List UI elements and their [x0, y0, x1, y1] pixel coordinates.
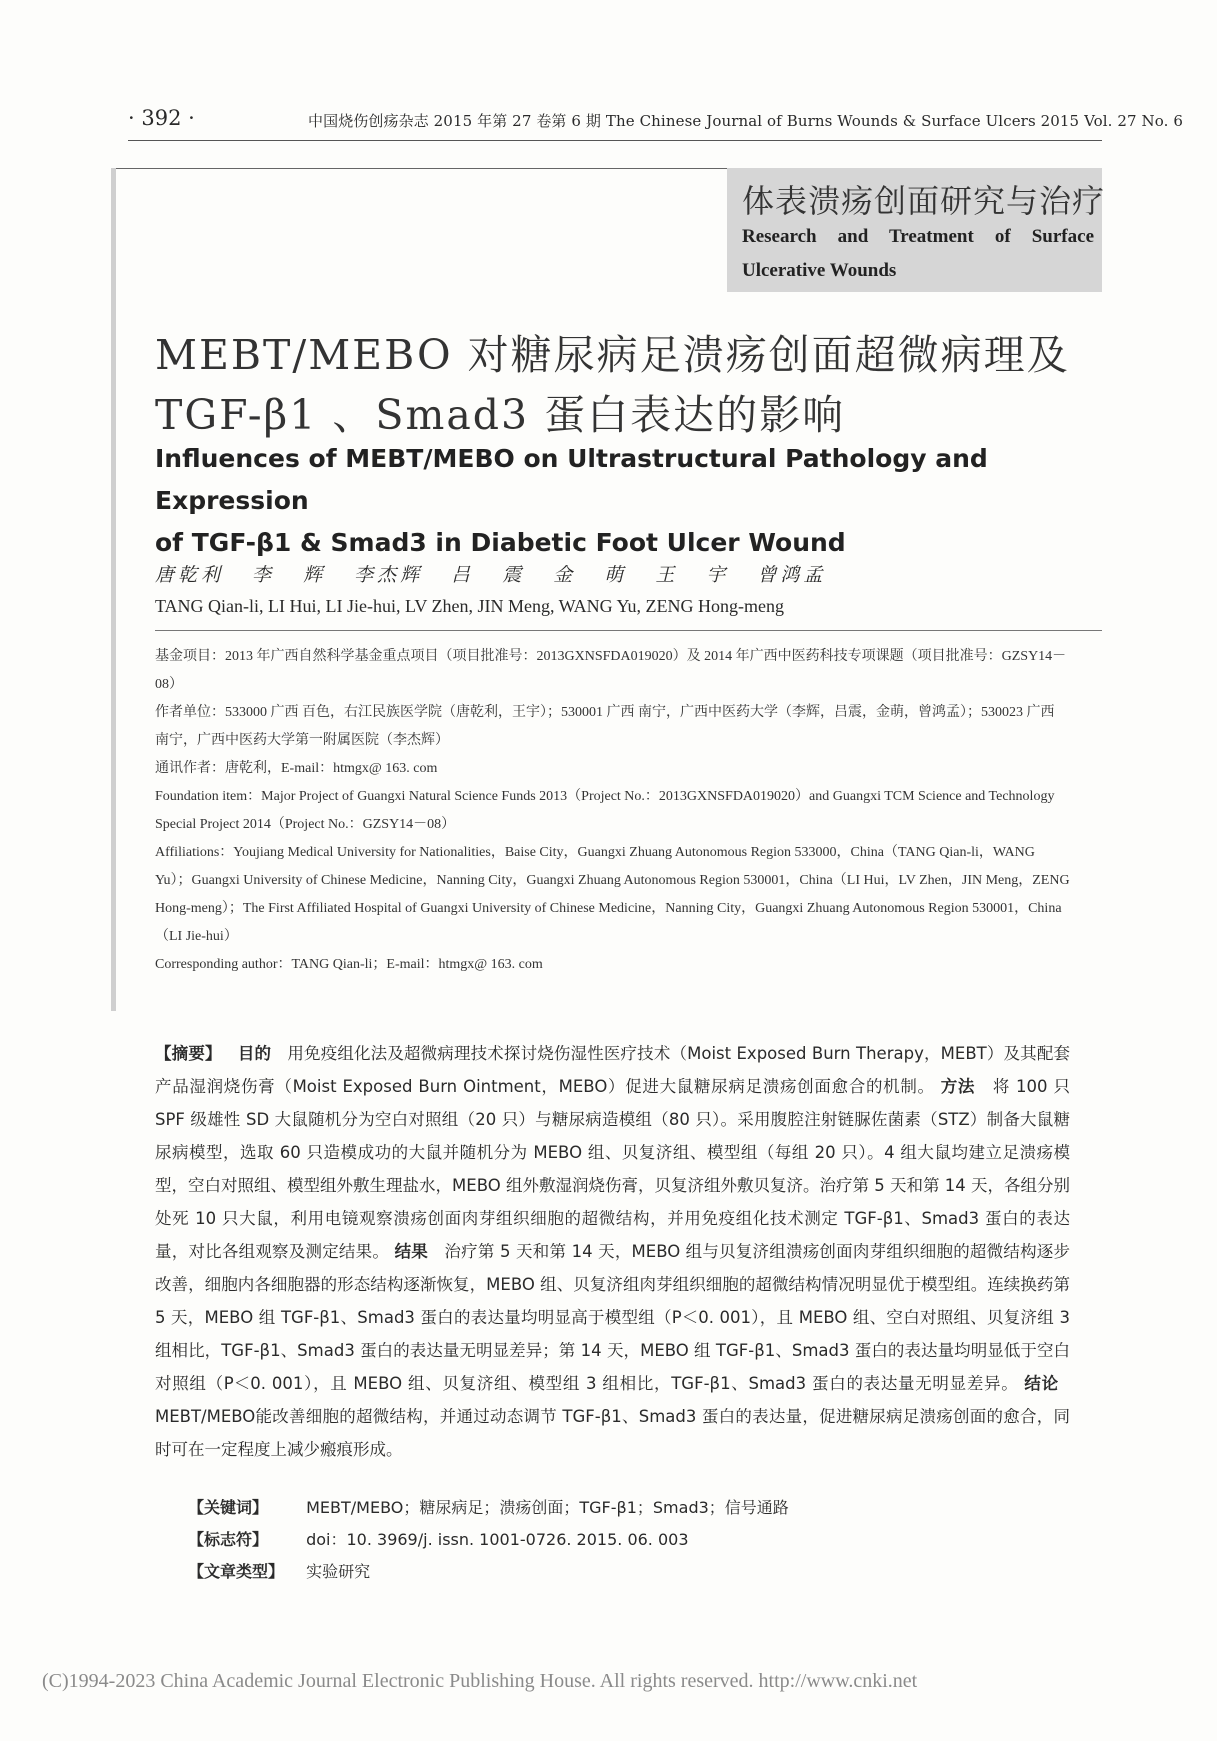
- info-rule: [155, 630, 1102, 631]
- objective-heading: 目的: [237, 1044, 272, 1063]
- article-type-row: [188, 1559, 370, 1582]
- article-type-value: 实验研究: [306, 1562, 371, 1581]
- fund-cn: 基金项目：2013 年广西自然科学基金重点项目（项目批准号：2013GXNSFDA019020）及 2014 年广西中医药科技专项课题（项目批准号：GZSY14－08）: [155, 649, 1067, 692]
- objective-text: 用免疫组化法及超微病理技术探讨烧伤湿性医疗技术（Moist Exposed Burn Therapy，MEBT）及其配套产品湿润烧伤膏（Moist Exposed Burn Ointment，MEBO）促进大鼠糖尿病足溃疡创面愈合的机制。: [155, 1044, 1070, 1096]
- title-cn-line2: TGF-β1 、Smad3 蛋白表达的影响: [155, 391, 846, 439]
- header-rule: [128, 140, 1102, 141]
- article-type-label: 【文章类型】: [188, 1562, 285, 1581]
- article-title-cn: [155, 325, 1105, 445]
- doi-row: [188, 1527, 689, 1550]
- affiliation-cn: 作者单位：533000 广西 百色，右江民族医学院（唐乾利，王宇）；530001 广西 南宁，广西中医药大学（李辉，吕震，金萌，曾鸿孟）；530023 广西 南宁，广西中医药大学第一附属医院（李杰辉）: [155, 705, 1055, 748]
- column-title-en: Research and Treatment of Surface Ulcerative Wounds: [742, 226, 1094, 281]
- column-title-cn: 体表溃疡创面研究与治疗: [742, 182, 1106, 220]
- results-text: 治疗第 5 天和第 14 天，MEBO 组与贝复济组溃疡创面肉芽组织细胞的超微结构逐步改善，细胞内各细胞器的形态结构逐渐恢复，MEBO 组、贝复济组肉芽组织细胞的超微结构情况明显优于模型组。连续换药第 5 天，MEBO 组 TGF-β1、Smad3 蛋白的表达量均明显高于模型组（P＜0. 001），且 MEBO 组、空白对照组、贝复济组 3 组相比，TGF-β1、Smad3 蛋白的表达量无明显差异；第 14 天，MEBO 组 TGF-β1、Smad3 蛋白的表达量均明显低于空白对照组（P＜0. 001），且 MEBO 组、贝复济组、模型组 3 组相比，TGF-β1、Smad3 蛋白的表达量无明显差异。: [155, 1242, 1071, 1393]
- conclusion-text: MEBT/MEBO能改善细胞的超微结构，并通过动态调节 TGF-β1、Smad3 蛋白的表达量，促进糖尿病足溃疡创面的愈合，同时可在一定程度上减少瘢痕形成。: [155, 1407, 1070, 1459]
- abstract: [155, 1037, 1070, 1466]
- authors-cn: 唐乾利 李 辉 李杰辉 吕 震 金 萌 王 宇 曾鸿孟: [155, 564, 827, 586]
- keywords-label: 【关键词】: [188, 1498, 269, 1517]
- corresponding-cn: 通讯作者：唐乾利，E-mail：htmgx@ 163. com: [155, 761, 438, 776]
- methods-text: 将 100 只 SPF 级雄性 SD 大鼠随机分为空白对照组（20 只）与糖尿病造模组（80 只）。采用腹腔注射链脲佐菌素（STZ）制备大鼠糖尿病模型，选取 60 只造模成功的大鼠并随机分为 MEBO 组、贝复济组、模型组（每组 20 只）。4 组大鼠均建立足溃疡模型，空白对照组、模型组外敷生理盐水，MEBO 组外敷湿润烧伤膏，贝复济组外敷贝复济。治疗第 5 天和第 14 天，各组分别处死 10 只大鼠，利用电镜观察溃疡创面肉芽组织细胞的超微结构，并用免疫组化技术测定 TGF-β1、Smad3 蛋白的表达量，对比各组观察及测定结果。: [155, 1077, 1070, 1261]
- title-en-line1: Influences of MEBT/MEBO on Ultrastructural Pathology and Expression: [155, 444, 988, 515]
- left-margin-bar: [111, 168, 116, 1011]
- doi-value: doi：10. 3969/j. issn. 1001-0726. 2015. 06. 003: [306, 1530, 689, 1549]
- doi-label: 【标志符】: [188, 1530, 269, 1549]
- keywords-row: [188, 1495, 789, 1518]
- title-cn-line1: MEBT/MEBO 对糖尿病足溃疡创面超微病理及: [155, 331, 1070, 379]
- keywords-value: MEBT/MEBO；糖尿病足；溃疡创面；TGF-β1；Smad3；信号通路: [306, 1498, 789, 1517]
- copyright-footer: (C)1994-2023 China Academic Journal Electronic Publishing House. All rights reserved. http://www.cnki.net: [42, 1670, 918, 1692]
- article-title-en: [155, 438, 1105, 564]
- authors-en: TANG Qian-li, LI Hui, LI Jie-hui, LV Zhen, JIN Meng, WANG Yu, ZENG Hong-meng: [155, 596, 784, 616]
- title-en-line2: of TGF-β1 & Smad3 in Diabetic Foot Ulcer Wound: [155, 528, 846, 557]
- methods-heading: 方法: [940, 1077, 976, 1096]
- conclusion-heading: 结论: [1024, 1374, 1059, 1393]
- affiliation-en: Affiliations：Youjiang Medical University for Nationalities，Baise City，Guangxi Zhuang Autonomous Region 533000，China（TANG Qian-li，WANG Yu）；Guangxi University of Chinese Medicine，Nanning City，Guangxi Zhuang Autonomous Region 530001，China（LI Hui，LV Zhen，JIN Meng，ZENG Hong-meng）；The First Affiliated Hospital of Guangxi University of Chinese Medicine，Nanning City，Guangxi Zhuang Autonomous Region 530001，China（LI Jie-hui）: [155, 845, 1070, 944]
- running-head: 中国烧伤创疡杂志 2015 年第 27 卷第 6 期 The Chinese Journal of Burns Wounds & Surface Ulcers 2015 Vol. 27 No. 6: [308, 112, 1184, 130]
- page-number: · 392 ·: [128, 106, 195, 130]
- results-heading: 结果: [394, 1242, 429, 1261]
- abstract-label: 【摘要】: [155, 1044, 222, 1063]
- corresponding-en: Corresponding author：TANG Qian-li；E-mail：htmgx@ 163. com: [155, 957, 543, 972]
- fund-en: Foundation item：Major Project of Guangxi Natural Science Funds 2013（Project No.：2013GXNSFDA019020）and Guangxi TCM Science and Technology Special Project 2014（Project No.：GZSY14－08）: [155, 789, 1055, 832]
